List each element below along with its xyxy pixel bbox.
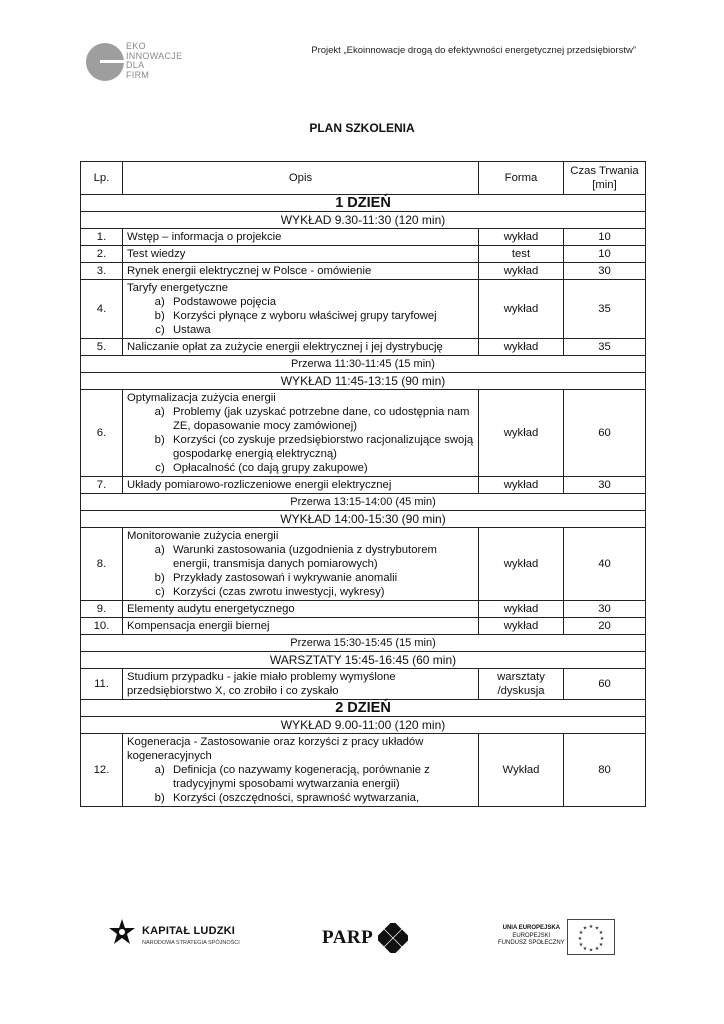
header-czas: Czas Trwania [min] — [564, 162, 646, 195]
svg-text:★: ★ — [594, 946, 600, 952]
list-item: c. Ustawa — [171, 323, 474, 337]
table-row: 2. Test wiedzy test 10 — [81, 246, 646, 263]
list-item: a. Podstawowe pojęcia — [171, 295, 474, 309]
block-row: WYKŁAD 11:45-13:15 (90 min) — [81, 373, 646, 390]
svg-text:★: ★ — [594, 925, 600, 932]
table-row: 8. Monitorowanie zużycia energii a. Warunki zastosowania (uzgodnienia z dystrybutorem energii, transmisja danych pomiarowych) b. Przykłady zastosowań i wykrywanie anomalii c. Korzyści (czas zwrotu inwestycji, wykresy) wykład 40 — [81, 528, 646, 601]
page-title: PLAN SZKOLENIA — [309, 121, 415, 135]
svg-text:★: ★ — [577, 936, 583, 942]
list-item: c. Opłacalność (co dają grupy zakupowe) — [171, 461, 474, 475]
parp-logo: PARP — [322, 927, 374, 948]
list-item: b. Przykłady zastosowań i wykrywanie anomalii — [171, 571, 474, 585]
svg-text:★: ★ — [582, 925, 588, 932]
header-lp: Lp. — [81, 162, 123, 195]
sub-list — [127, 763, 474, 805]
svg-text:★: ★ — [598, 930, 604, 936]
day-row: 2 DZIEŃ — [81, 700, 646, 717]
table-row: 10. Kompensacja energii biernej wykład 20 — [81, 618, 646, 635]
block-row: WYKŁAD 14:00-15:30 (90 min) — [81, 511, 646, 528]
svg-text:★: ★ — [588, 947, 594, 954]
block-row: WYKŁAD 9.30-11:30 (120 min) — [81, 212, 646, 229]
sub-list — [127, 405, 474, 475]
list-item: b. Korzyści (co zyskuje przedsiębiorstwo racjonalizujące swoją gospodarkę energią elektryczną) — [171, 433, 474, 461]
svg-text:★: ★ — [598, 942, 604, 948]
project-header: Projekt „Ekoinnowacje drogą do efektywności energetycznej przedsiębiorstw” — [311, 45, 636, 56]
svg-text:★: ★ — [588, 924, 594, 930]
table-row: 6. Optymalizacja zużycia energii a. Problemy (jak uzyskać potrzebne dane, co udostępnia nam ZE, dopasowanie mocy zamówionej) b. Korzyści (co zyskuje przedsiębiorstwo racjonalizujące swoją gospodarkę energią elektryczną) c. Opłacalność (co dają grupy zakupowe) wykład 60 — [81, 390, 646, 477]
eko-innowacje-logo — [86, 42, 196, 86]
schedule-table — [80, 161, 646, 807]
eu-flag-icon — [567, 919, 615, 955]
sub-list — [127, 295, 474, 337]
logo-circle-icon — [86, 43, 124, 81]
list-item: b. Korzyści (oszczędności, sprawność wytwarzania, — [171, 791, 474, 805]
table-row: 11. Studium przypadku - jakie miało problemy wymyślone przedsiębiorstwo X, co zrobiło i co zyskało warsztaty /dyskusja 60 — [81, 669, 646, 700]
footer-logos: KAPITAŁ LUDZKI NARODOWA STRATEGIA SPÓJNOŚCI PARP UNIA EUROPEJSKA EUROPEJSKI FUNDUSZ SPOŁECZNY ★ ★ ★ ★ ★ ★ ★ ★ ★ ★ ★ ★ — [0, 905, 724, 965]
svg-text:★: ★ — [582, 946, 588, 952]
table-row: 7. Układy pomiarowo-rozliczeniowe energii elektrycznej wykład 30 — [81, 477, 646, 494]
header-opis: Opis — [123, 162, 479, 195]
block-row: WARSZTATY 15:45-16:45 (60 min) — [81, 652, 646, 669]
svg-text:★: ★ — [578, 942, 584, 948]
sub-list — [127, 543, 474, 599]
table-row: 1. Wstęp – informacja o projekcie wykład 10 — [81, 229, 646, 246]
block-row: WYKŁAD 9.00-11:00 (120 min) — [81, 717, 646, 734]
day-row: 1 DZIEŃ — [81, 195, 646, 212]
parp-icon — [378, 923, 408, 953]
svg-text:★: ★ — [578, 930, 584, 936]
table-row: 4. Taryfy energetyczne a. Podstawowe pojęcia b. Korzyści płynące z wyboru właściwej grupy taryfowej c. Ustawa wykład 35 — [81, 280, 646, 339]
list-item: a. Problemy (jak uzyskać potrzebne dane, co udostępnia nam ZE, dopasowanie mocy zamówionej) — [171, 405, 474, 433]
break-row: Przerwa 15:30-15:45 (15 min) — [81, 635, 646, 652]
header-forma: Forma — [479, 162, 564, 195]
table-row: 5. Naliczanie opłat za zużycie energii elektrycznej i jej dystrybucję wykład 35 — [81, 339, 646, 356]
svg-text:★: ★ — [599, 936, 605, 942]
kapital-ludzki-icon — [108, 917, 136, 949]
table-row: 3. Rynek energii elektrycznej w Polsce - omówienie wykład 30 — [81, 263, 646, 280]
table-row: 12. Kogeneracja - Zastosowanie oraz korzyści z pracy układów kogeneracyjnych a. Definicja (co nazywamy kogeneracją, porównanie z tradycyjnymi sposobami wytwarzania energii) b. Korzyści (oszczędności, sprawność wytwarzania, Wykład 80 — [81, 734, 646, 807]
table-header-row — [81, 162, 646, 195]
logo-text: EKO INNOWACJE DLA FIRM — [126, 41, 183, 80]
list-item: a. Definicja (co nazywamy kogeneracją, porównanie z tradycyjnymi sposobami wytwarzania energii) — [171, 763, 474, 791]
break-row: Przerwa 11:30-11:45 (15 min) — [81, 356, 646, 373]
ue-label: UNIA EUROPEJSKA EUROPEJSKI FUNDUSZ SPOŁECZNY — [498, 925, 565, 946]
list-item: a. Warunki zastosowania (uzgodnienia z dystrybutorem energii, transmisja danych pomiarowych) — [171, 543, 474, 571]
list-item: c. Korzyści (czas zwrotu inwestycji, wykresy) — [171, 585, 474, 599]
list-item: b. Korzyści płynące z wyboru właściwej grupy taryfowej — [171, 309, 474, 323]
break-row: Przerwa 13:15-14:00 (45 min) — [81, 494, 646, 511]
table-row: 9. Elementy audytu energetycznego wykład 30 — [81, 601, 646, 618]
